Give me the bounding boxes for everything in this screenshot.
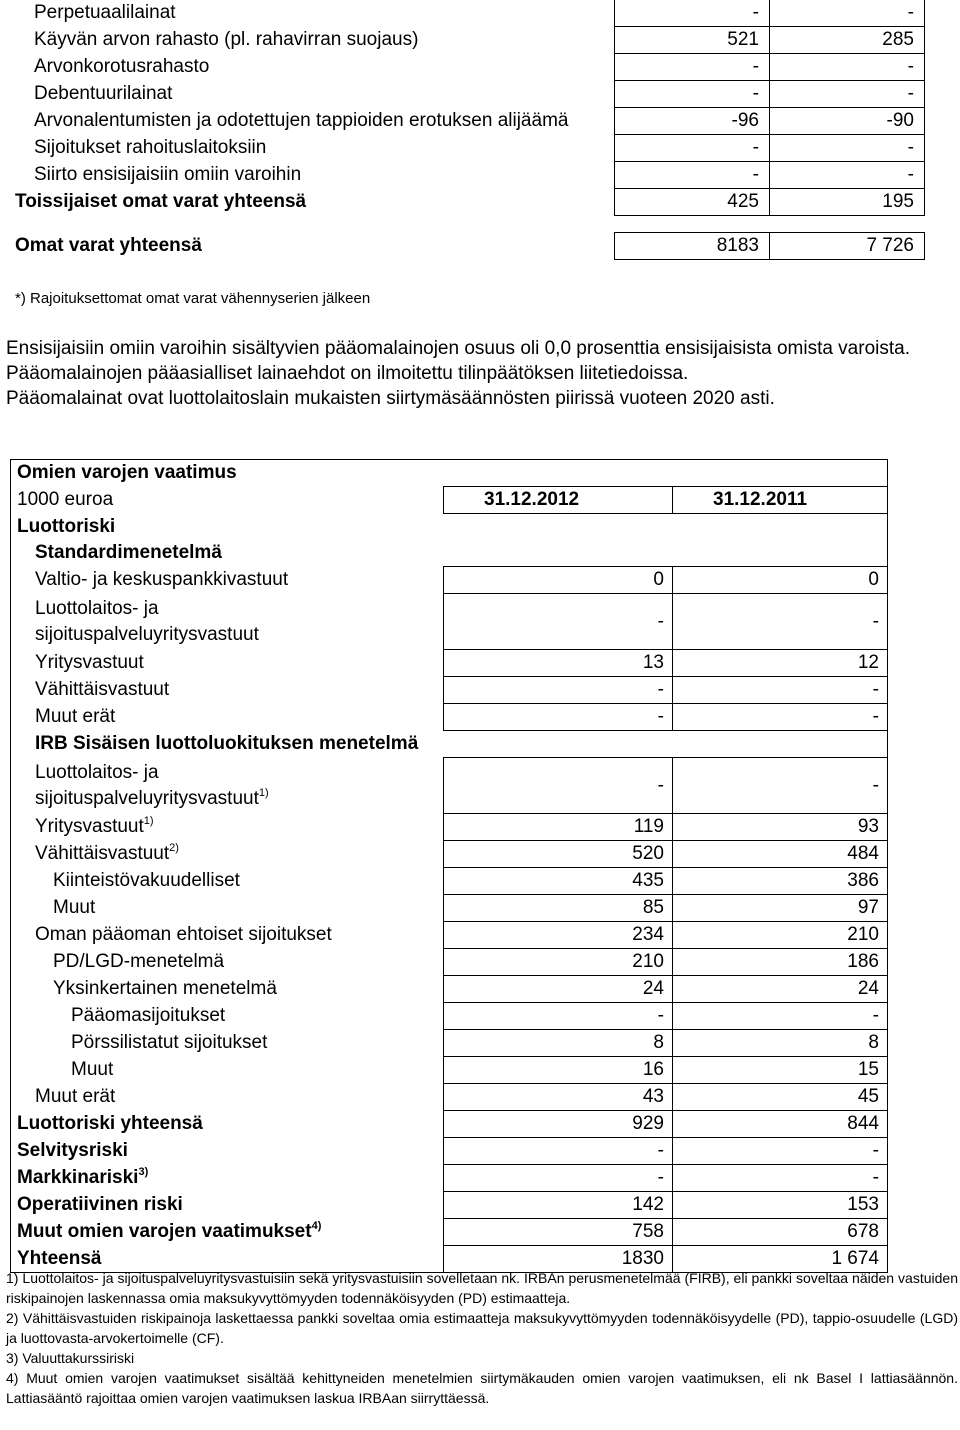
row-label-text: Yritysvastuut (35, 816, 144, 837)
footnote-ref: 2) (169, 842, 179, 854)
table-row (11, 1165, 888, 1192)
table-row (11, 1057, 888, 1084)
row-label: Operatiivinen riski (11, 1192, 444, 1219)
value-2011: - (673, 704, 888, 731)
row-label: Oman pääoman ehtoiset sijoitukset (11, 922, 444, 949)
row-label: Omat varat yhteensä (15, 235, 202, 256)
value-2012: - (615, 54, 770, 81)
table-row (11, 594, 888, 650)
row-label: Toissijaiset omat varat yhteensä (15, 191, 307, 212)
value-2011: 45 (673, 1084, 888, 1111)
row-label: Kiinteistövakuudelliset (11, 868, 444, 895)
row-label (11, 594, 444, 650)
table-row (5, 81, 925, 108)
table-row (11, 1084, 888, 1111)
value-2011: - (673, 677, 888, 704)
value-2011: 195 (770, 189, 925, 216)
section-row (11, 514, 888, 541)
value-2012: 210 (444, 949, 673, 976)
table-title: Omien varojen vaatimus (11, 460, 888, 487)
table-title-row (11, 460, 888, 487)
value-2012: 0 (444, 567, 673, 594)
row-label (11, 758, 444, 814)
value-2011: 7 726 (770, 233, 925, 260)
section-row (11, 731, 888, 758)
table-row (11, 976, 888, 1003)
value-2011: -90 (770, 108, 925, 135)
column-header-2011: 31.12.2011 (673, 487, 888, 514)
spacer (5, 216, 925, 233)
row-label: Muut (11, 1057, 444, 1084)
value-2011: 210 (673, 922, 888, 949)
value-2012: - (444, 594, 673, 650)
table-row (5, 27, 925, 54)
row-label-line: Luottolaitos- ja (35, 597, 159, 619)
value-2012: - (615, 135, 770, 162)
table-row (11, 949, 888, 976)
value-2011: 1 674 (673, 1246, 888, 1273)
row-label: Yksinkertainen menetelmä (11, 976, 444, 1003)
value-2011: 285 (770, 27, 925, 54)
footnote-ref: 3) (138, 1166, 149, 1178)
table-row (11, 814, 888, 841)
value-2012: - (444, 758, 673, 814)
row-label: Perpetuaalilainat (34, 2, 176, 24)
table-row (5, 135, 925, 162)
value-2012: 119 (444, 814, 673, 841)
value-2011: - (770, 162, 925, 189)
table-row-total (5, 233, 925, 260)
table-row (11, 895, 888, 922)
row-label: Pörssilistatut sijoitukset (11, 1030, 444, 1057)
value-2011: - (673, 758, 888, 814)
value-2012: 425 (615, 189, 770, 216)
footnote: 4) Muut omien varojen vaatimukset sisältää kehittyneiden menetelmien siirtymäkauden omien varojen vaatimuksen, eli nk Basel I lattiasäännön. Lattiasääntö rajoittaa omien varojen vaatimuksen laskua IRBAan siirryttäessä. (6, 1370, 958, 1406)
value-2011: 0 (673, 567, 888, 594)
value-2011: - (673, 1138, 888, 1165)
value-2011: - (770, 0, 925, 27)
value-2011: 153 (673, 1192, 888, 1219)
footnotes (6, 1268, 958, 1408)
value-2012: - (444, 1138, 673, 1165)
value-2011: 24 (673, 976, 888, 1003)
value-2012: 142 (444, 1192, 673, 1219)
section-label: Luottoriski (11, 514, 444, 541)
footnote: 1) Luottolaitos- ja sijoituspalveluyritysvastuisiin sekä yritysvastuisiin sovelletaan nk. IRBAn perusmenetelmää (FIRB), eli pankki soveltaa näiden vastuiden riskipainojen laskennassa omia maksukyvyttömyyden todennäköisyyden (PD) estimaatteja. (6, 1270, 958, 1306)
footnote-ref: 1) (258, 786, 269, 799)
table-row (11, 1030, 888, 1057)
table-row (11, 758, 888, 814)
row-label: Yritysvastuut (11, 650, 444, 677)
value-2011: 93 (673, 814, 888, 841)
row-label-text: Muut omien varojen vaatimukset (17, 1221, 312, 1242)
table-row (11, 1138, 888, 1165)
table-row (5, 0, 925, 27)
capital-requirement-table (10, 459, 888, 1273)
value-2011: 386 (673, 868, 888, 895)
row-label (11, 841, 444, 868)
row-label-line: sijoituspalveluyritysvastuut (35, 787, 259, 809)
value-2012: 520 (444, 841, 673, 868)
table-row (11, 704, 888, 731)
value-2011: 186 (673, 949, 888, 976)
table-row (11, 567, 888, 594)
row-label-line: Luottolaitos- ja (35, 761, 159, 783)
row-label: Yhteensä (11, 1246, 444, 1273)
value-2011: 678 (673, 1219, 888, 1246)
table-header-row (11, 487, 888, 514)
value-2012: 435 (444, 868, 673, 895)
row-label: Valtio- ja keskuspankkivastuut (11, 567, 444, 594)
value-2012: 929 (444, 1111, 673, 1138)
row-label-line: sijoituspalveluyritysvastuut (35, 623, 259, 645)
value-2012: - (444, 704, 673, 731)
row-label: Debentuurilainat (34, 83, 173, 104)
value-2011: - (770, 81, 925, 108)
value-2012: 758 (444, 1219, 673, 1246)
value-2012: 521 (615, 27, 770, 54)
table-row (11, 922, 888, 949)
value-2012: 8 (444, 1030, 673, 1057)
unit-label: 1000 euroa (11, 487, 444, 514)
table-row-total (5, 189, 925, 216)
row-label: Muut (11, 895, 444, 922)
footnote-ref: 1) (143, 815, 154, 827)
row-label (11, 814, 444, 841)
row-label: Selvitysriski (11, 1138, 444, 1165)
paragraph-line: Pääomalainat ovat luottolaitoslain mukaisten siirtymäsäännösten piirissä vuoteen 2020 asti. (6, 388, 775, 409)
table-row (5, 162, 925, 189)
section-label: Standardimenetelmä (11, 540, 444, 567)
row-label (11, 1165, 444, 1192)
table-row (11, 868, 888, 895)
row-label: Pääomasijoitukset (11, 1003, 444, 1030)
footnote-ref: 4) (311, 1220, 322, 1232)
value-2011: - (673, 1165, 888, 1192)
value-2011: - (673, 594, 888, 650)
table-row (11, 1003, 888, 1030)
value-2012: 1830 (444, 1246, 673, 1273)
value-2012: - (444, 1003, 673, 1030)
row-label: Muut erät (11, 704, 444, 731)
own-funds-table (5, 0, 925, 260)
value-2012: - (444, 677, 673, 704)
body-paragraph (6, 336, 956, 411)
row-label: Vähittäisvastuut (11, 677, 444, 704)
row-label (11, 1219, 444, 1246)
value-2012: 234 (444, 922, 673, 949)
value-2012: - (615, 0, 770, 27)
row-label: Muut erät (11, 1084, 444, 1111)
value-2012: 85 (444, 895, 673, 922)
table-row (11, 841, 888, 868)
table-row-total (11, 1111, 888, 1138)
table-row (11, 1192, 888, 1219)
footnote: 2) Vähittäisvastuiden riskipainoja laskettaessa pankki soveltaa omia estimaatteja maksukyvyttömyyden todennäköisyydelle (PD), tappio-osuudelle (LGD) ja luottovasta-arvokertoimelle (CF). (6, 1310, 958, 1346)
section-row (11, 540, 888, 567)
value-2011: 8 (673, 1030, 888, 1057)
value-2011: 12 (673, 650, 888, 677)
row-label-text: Vähittäisvastuut (35, 843, 170, 864)
value-2011: 844 (673, 1111, 888, 1138)
table-row (11, 650, 888, 677)
value-2012: -96 (615, 108, 770, 135)
row-label: Siirto ensisijaisiin omiin varoihin (34, 164, 302, 185)
row-label: Sijoitukset rahoituslaitoksiin (34, 137, 267, 158)
value-2012: 13 (444, 650, 673, 677)
row-label: Luottoriski yhteensä (11, 1111, 444, 1138)
section-label: IRB Sisäisen luottoluokituksen menetelmä (11, 731, 673, 758)
column-header-2012: 31.12.2012 (444, 487, 673, 514)
value-2012: - (615, 162, 770, 189)
table-row (11, 1219, 888, 1246)
table-row (5, 54, 925, 81)
paragraph-line: Ensisijaisiin omiin varoihin sisältyvien pääomalainojen osuus oli 0,0 prosenttia ensisijaisista omista varoista. Pääomalainojen pääasialliset lainaehdot on ilmoitettu tilinpäätöksen liitetiedoissa. (6, 338, 910, 384)
table-row (5, 108, 925, 135)
value-2012: - (615, 81, 770, 108)
row-label: PD/LGD-menetelmä (11, 949, 444, 976)
value-2011: - (673, 1003, 888, 1030)
value-2012: 43 (444, 1084, 673, 1111)
value-2012: 16 (444, 1057, 673, 1084)
row-label: Arvonalentumisten ja odotettujen tappioiden erotuksen alijäämä (34, 110, 569, 131)
row-label: Käyvän arvon rahasto (pl. rahavirran suojaus) (34, 29, 419, 50)
value-2012: - (444, 1165, 673, 1192)
table-note: *) Rajoituksettomat omat varat vähennyserien jälkeen (15, 290, 371, 307)
row-label: Arvonkorotusrahasto (34, 56, 210, 77)
value-2011: 15 (673, 1057, 888, 1084)
value-2011: - (770, 135, 925, 162)
value-2012: 8183 (615, 233, 770, 260)
value-2012: 24 (444, 976, 673, 1003)
value-2011: 97 (673, 895, 888, 922)
row-label-text: Markkinariski (17, 1167, 139, 1188)
table-row (11, 677, 888, 704)
footnote: 3) Valuuttakurssiriski (6, 1350, 135, 1366)
value-2011: - (770, 54, 925, 81)
value-2011: 484 (673, 841, 888, 868)
